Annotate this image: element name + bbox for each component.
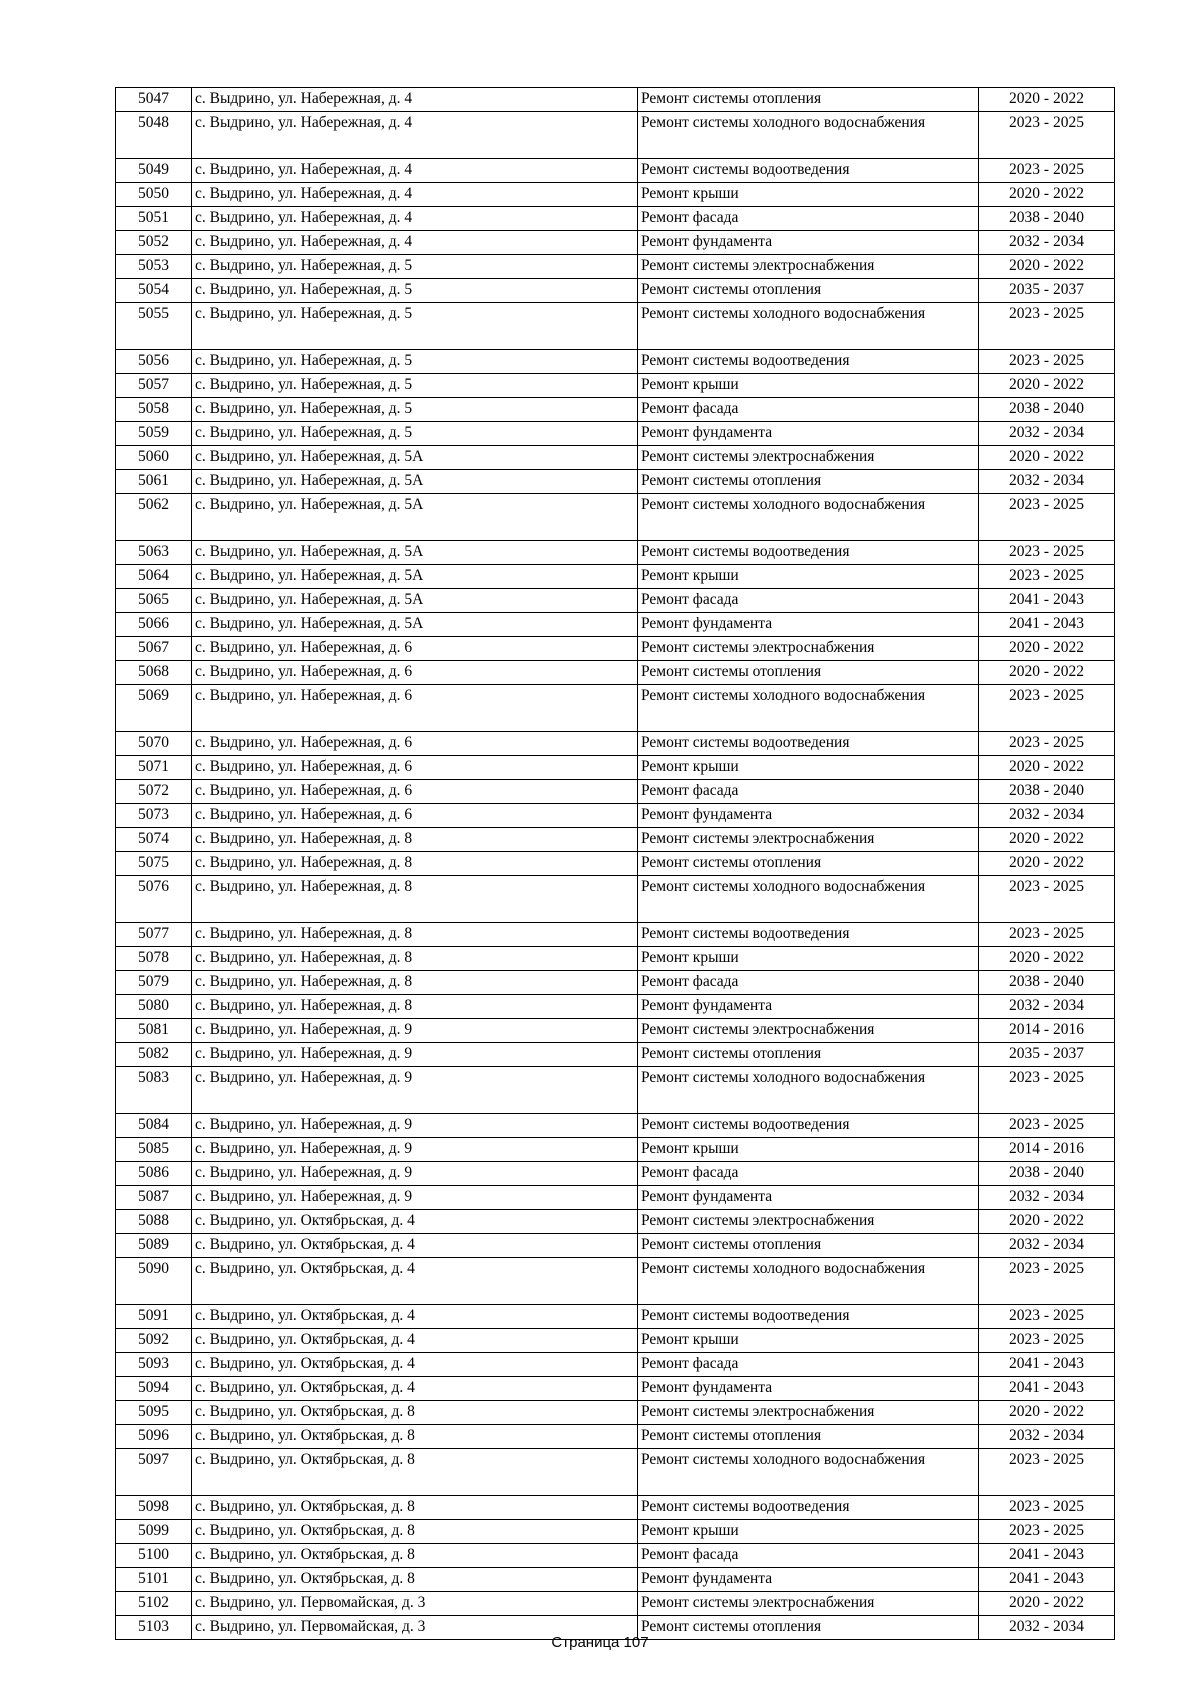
address-cell: с. Выдрино, ул. Набережная, д. 9 <box>192 1186 638 1210</box>
table-row <box>116 1520 1115 1544</box>
table-row <box>116 1401 1115 1425</box>
period-cell: 2023 - 2025 <box>979 1496 1115 1520</box>
page-number: Страница 107 <box>551 1634 649 1651</box>
address-cell: с. Выдрино, ул. Набережная, д. 6 <box>192 637 638 661</box>
work-type-cell: Ремонт системы водоотведения <box>638 732 979 756</box>
row-number-cell: 5088 <box>116 1210 192 1234</box>
row-number-cell: 5054 <box>116 279 192 303</box>
address-cell: с. Выдрино, ул. Октябрьская, д. 8 <box>192 1568 638 1592</box>
address-cell: с. Выдрино, ул. Набережная, д. 4 <box>192 159 638 183</box>
repair-schedule-table <box>115 87 1115 1640</box>
row-number-cell: 5094 <box>116 1377 192 1401</box>
period-cell: 2020 - 2022 <box>979 374 1115 398</box>
row-number-cell: 5067 <box>116 637 192 661</box>
row-number-cell: 5092 <box>116 1329 192 1353</box>
row-number-cell: 5077 <box>116 923 192 947</box>
table-row <box>116 374 1115 398</box>
row-number-cell: 5048 <box>116 112 192 159</box>
work-type-cell: Ремонт системы холодного водоснабжения <box>638 1449 979 1496</box>
row-number-cell: 5065 <box>116 589 192 613</box>
table-row <box>116 422 1115 446</box>
work-type-cell: Ремонт системы электроснабжения <box>638 1019 979 1043</box>
address-cell: с. Выдрино, ул. Октябрьская, д. 4 <box>192 1234 638 1258</box>
row-number-cell: 5061 <box>116 470 192 494</box>
work-type-cell: Ремонт системы электроснабжения <box>638 255 979 279</box>
period-cell: 2041 - 2043 <box>979 1353 1115 1377</box>
table-row <box>116 1329 1115 1353</box>
period-cell: 2020 - 2022 <box>979 1210 1115 1234</box>
work-type-cell: Ремонт системы отопления <box>638 88 979 112</box>
work-type-cell: Ремонт системы водоотведения <box>638 1114 979 1138</box>
table-row <box>116 589 1115 613</box>
table-row <box>116 1305 1115 1329</box>
work-type-cell: Ремонт системы электроснабжения <box>638 828 979 852</box>
period-cell: 2023 - 2025 <box>979 876 1115 923</box>
address-cell: с. Выдрино, ул. Набережная, д. 5 <box>192 255 638 279</box>
work-type-cell: Ремонт системы водоотведения <box>638 923 979 947</box>
row-number-cell: 5086 <box>116 1162 192 1186</box>
period-cell: 2032 - 2034 <box>979 804 1115 828</box>
work-type-cell: Ремонт фундамента <box>638 804 979 828</box>
work-type-cell: Ремонт системы электроснабжения <box>638 1401 979 1425</box>
period-cell: 2023 - 2025 <box>979 112 1115 159</box>
work-type-cell: Ремонт системы холодного водоснабжения <box>638 112 979 159</box>
work-type-cell: Ремонт фундамента <box>638 1377 979 1401</box>
row-number-cell: 5058 <box>116 398 192 422</box>
row-number-cell: 5078 <box>116 947 192 971</box>
table-row <box>116 446 1115 470</box>
period-cell: 2020 - 2022 <box>979 88 1115 112</box>
address-cell: с. Выдрино, ул. Набережная, д. 6 <box>192 804 638 828</box>
period-cell: 2038 - 2040 <box>979 207 1115 231</box>
table-row <box>116 613 1115 637</box>
work-type-cell: Ремонт крыши <box>638 565 979 589</box>
row-number-cell: 5081 <box>116 1019 192 1043</box>
work-type-cell: Ремонт системы отопления <box>638 1425 979 1449</box>
address-cell: с. Выдрино, ул. Набережная, д. 4 <box>192 231 638 255</box>
period-cell: 2014 - 2016 <box>979 1019 1115 1043</box>
table-row <box>116 1353 1115 1377</box>
row-number-cell: 5093 <box>116 1353 192 1377</box>
table-row <box>116 1210 1115 1234</box>
address-cell: с. Выдрино, ул. Октябрьская, д. 8 <box>192 1520 638 1544</box>
work-type-cell: Ремонт системы отопления <box>638 852 979 876</box>
period-cell: 2023 - 2025 <box>979 1520 1115 1544</box>
period-cell: 2023 - 2025 <box>979 1329 1115 1353</box>
period-cell: 2038 - 2040 <box>979 398 1115 422</box>
address-cell: с. Выдрино, ул. Набережная, д. 5А <box>192 470 638 494</box>
row-number-cell: 5069 <box>116 685 192 732</box>
table-row <box>116 541 1115 565</box>
table-row <box>116 470 1115 494</box>
row-number-cell: 5055 <box>116 303 192 350</box>
row-number-cell: 5075 <box>116 852 192 876</box>
period-cell: 2020 - 2022 <box>979 446 1115 470</box>
address-cell: с. Выдрино, ул. Набережная, д. 8 <box>192 995 638 1019</box>
table-row <box>116 756 1115 780</box>
work-type-cell: Ремонт системы холодного водоснабжения <box>638 494 979 541</box>
table-row <box>116 1067 1115 1114</box>
period-cell: 2032 - 2034 <box>979 422 1115 446</box>
row-number-cell: 5096 <box>116 1425 192 1449</box>
address-cell: с. Выдрино, ул. Октябрьская, д. 4 <box>192 1210 638 1234</box>
table-row <box>116 732 1115 756</box>
work-type-cell: Ремонт крыши <box>638 183 979 207</box>
table-row <box>116 685 1115 732</box>
period-cell: 2023 - 2025 <box>979 685 1115 732</box>
period-cell: 2032 - 2034 <box>979 1616 1115 1640</box>
work-type-cell: Ремонт фасада <box>638 1353 979 1377</box>
row-number-cell: 5099 <box>116 1520 192 1544</box>
work-type-cell: Ремонт системы отопления <box>638 1234 979 1258</box>
address-cell: с. Выдрино, ул. Набережная, д. 6 <box>192 756 638 780</box>
address-cell: с. Выдрино, ул. Набережная, д. 5 <box>192 374 638 398</box>
work-type-cell: Ремонт системы электроснабжения <box>638 1210 979 1234</box>
address-cell: с. Выдрино, ул. Октябрьская, д. 8 <box>192 1496 638 1520</box>
work-type-cell: Ремонт фундамента <box>638 1186 979 1210</box>
table-row <box>116 350 1115 374</box>
row-number-cell: 5080 <box>116 995 192 1019</box>
address-cell: с. Выдрино, ул. Набережная, д. 5 <box>192 303 638 350</box>
period-cell: 2023 - 2025 <box>979 732 1115 756</box>
table-row <box>116 828 1115 852</box>
period-cell: 2023 - 2025 <box>979 159 1115 183</box>
address-cell: с. Выдрино, ул. Набережная, д. 5 <box>192 350 638 374</box>
address-cell: с. Выдрино, ул. Октябрьская, д. 4 <box>192 1258 638 1305</box>
address-cell: с. Выдрино, ул. Набережная, д. 9 <box>192 1162 638 1186</box>
table-row <box>116 637 1115 661</box>
table-row <box>116 231 1115 255</box>
table-row <box>116 255 1115 279</box>
row-number-cell: 5073 <box>116 804 192 828</box>
work-type-cell: Ремонт крыши <box>638 756 979 780</box>
period-cell: 2020 - 2022 <box>979 1401 1115 1425</box>
address-cell: с. Выдрино, ул. Набережная, д. 5 <box>192 398 638 422</box>
address-cell: с. Выдрино, ул. Набережная, д. 6 <box>192 685 638 732</box>
work-type-cell: Ремонт системы холодного водоснабжения <box>638 685 979 732</box>
table-row <box>116 780 1115 804</box>
work-type-cell: Ремонт фасада <box>638 971 979 995</box>
table-row <box>116 947 1115 971</box>
address-cell: с. Выдрино, ул. Набережная, д. 5А <box>192 565 638 589</box>
row-number-cell: 5051 <box>116 207 192 231</box>
work-type-cell: Ремонт фасада <box>638 207 979 231</box>
work-type-cell: Ремонт фундамента <box>638 613 979 637</box>
period-cell: 2020 - 2022 <box>979 661 1115 685</box>
row-number-cell: 5101 <box>116 1568 192 1592</box>
address-cell: с. Выдрино, ул. Набережная, д. 4 <box>192 183 638 207</box>
period-cell: 2023 - 2025 <box>979 350 1115 374</box>
address-cell: с. Выдрино, ул. Набережная, д. 9 <box>192 1114 638 1138</box>
row-number-cell: 5102 <box>116 1592 192 1616</box>
period-cell: 2023 - 2025 <box>979 303 1115 350</box>
work-type-cell: Ремонт фасада <box>638 589 979 613</box>
period-cell: 2023 - 2025 <box>979 1067 1115 1114</box>
address-cell: с. Выдрино, ул. Набережная, д. 5 <box>192 279 638 303</box>
address-cell: с. Выдрино, ул. Набережная, д. 8 <box>192 971 638 995</box>
row-number-cell: 5059 <box>116 422 192 446</box>
period-cell: 2038 - 2040 <box>979 780 1115 804</box>
table-row <box>116 1019 1115 1043</box>
work-type-cell: Ремонт системы водоотведения <box>638 1496 979 1520</box>
row-number-cell: 5070 <box>116 732 192 756</box>
row-number-cell: 5082 <box>116 1043 192 1067</box>
address-cell: с. Выдрино, ул. Набережная, д. 6 <box>192 780 638 804</box>
address-cell: с. Выдрино, ул. Октябрьская, д. 8 <box>192 1449 638 1496</box>
work-type-cell: Ремонт системы холодного водоснабжения <box>638 303 979 350</box>
address-cell: с. Выдрино, ул. Октябрьская, д. 8 <box>192 1425 638 1449</box>
row-number-cell: 5076 <box>116 876 192 923</box>
work-type-cell: Ремонт системы холодного водоснабжения <box>638 876 979 923</box>
period-cell: 2023 - 2025 <box>979 923 1115 947</box>
table-row <box>116 159 1115 183</box>
table-row <box>116 876 1115 923</box>
work-type-cell: Ремонт фундамента <box>638 422 979 446</box>
work-type-cell: Ремонт фундамента <box>638 995 979 1019</box>
table-row <box>116 1568 1115 1592</box>
table-row <box>116 995 1115 1019</box>
work-type-cell: Ремонт системы водоотведения <box>638 1305 979 1329</box>
table-row <box>116 1162 1115 1186</box>
address-cell: с. Выдрино, ул. Набережная, д. 6 <box>192 732 638 756</box>
table-row <box>116 1138 1115 1162</box>
table-row <box>116 303 1115 350</box>
period-cell: 2020 - 2022 <box>979 947 1115 971</box>
period-cell: 2041 - 2043 <box>979 1377 1115 1401</box>
period-cell: 2038 - 2040 <box>979 971 1115 995</box>
address-cell: с. Выдрино, ул. Набережная, д. 8 <box>192 852 638 876</box>
period-cell: 2032 - 2034 <box>979 231 1115 255</box>
work-type-cell: Ремонт системы электроснабжения <box>638 1592 979 1616</box>
table-row <box>116 88 1115 112</box>
address-cell: с. Выдрино, ул. Набережная, д. 9 <box>192 1043 638 1067</box>
work-type-cell: Ремонт системы водоотведения <box>638 350 979 374</box>
row-number-cell: 5095 <box>116 1401 192 1425</box>
address-cell: с. Выдрино, ул. Октябрьская, д. 8 <box>192 1544 638 1568</box>
table-row <box>116 923 1115 947</box>
period-cell: 2023 - 2025 <box>979 541 1115 565</box>
period-cell: 2035 - 2037 <box>979 279 1115 303</box>
table-body <box>116 88 1115 1640</box>
period-cell: 2032 - 2034 <box>979 1186 1115 1210</box>
period-cell: 2020 - 2022 <box>979 1592 1115 1616</box>
address-cell: с. Выдрино, ул. Октябрьская, д. 4 <box>192 1329 638 1353</box>
period-cell: 2038 - 2040 <box>979 1162 1115 1186</box>
table-row <box>116 398 1115 422</box>
period-cell: 2041 - 2043 <box>979 1568 1115 1592</box>
work-type-cell: Ремонт системы холодного водоснабжения <box>638 1067 979 1114</box>
address-cell: с. Выдрино, ул. Набережная, д. 8 <box>192 923 638 947</box>
work-type-cell: Ремонт системы водоотведения <box>638 541 979 565</box>
period-cell: 2041 - 2043 <box>979 1544 1115 1568</box>
period-cell: 2023 - 2025 <box>979 565 1115 589</box>
table-row <box>116 1114 1115 1138</box>
row-number-cell: 5083 <box>116 1067 192 1114</box>
address-cell: с. Выдрино, ул. Октябрьская, д. 4 <box>192 1377 638 1401</box>
table-row <box>116 852 1115 876</box>
address-cell: с. Выдрино, ул. Набережная, д. 5А <box>192 494 638 541</box>
table-row <box>116 1377 1115 1401</box>
table-row <box>116 1234 1115 1258</box>
work-type-cell: Ремонт системы электроснабжения <box>638 446 979 470</box>
row-number-cell: 5087 <box>116 1186 192 1210</box>
work-type-cell: Ремонт системы холодного водоснабжения <box>638 1258 979 1305</box>
period-cell: 2032 - 2034 <box>979 1234 1115 1258</box>
work-type-cell: Ремонт крыши <box>638 1520 979 1544</box>
address-cell: с. Выдрино, ул. Набережная, д. 8 <box>192 947 638 971</box>
table-row <box>116 112 1115 159</box>
period-cell: 2041 - 2043 <box>979 589 1115 613</box>
table-row <box>116 1425 1115 1449</box>
period-cell: 2023 - 2025 <box>979 1449 1115 1496</box>
period-cell: 2032 - 2034 <box>979 995 1115 1019</box>
work-type-cell: Ремонт фундамента <box>638 1568 979 1592</box>
row-number-cell: 5063 <box>116 541 192 565</box>
row-number-cell: 5062 <box>116 494 192 541</box>
row-number-cell: 5049 <box>116 159 192 183</box>
address-cell: с. Выдрино, ул. Набережная, д. 4 <box>192 88 638 112</box>
row-number-cell: 5064 <box>116 565 192 589</box>
row-number-cell: 5047 <box>116 88 192 112</box>
period-cell: 2035 - 2037 <box>979 1043 1115 1067</box>
work-type-cell: Ремонт системы отопления <box>638 470 979 494</box>
address-cell: с. Выдрино, ул. Набережная, д. 5А <box>192 589 638 613</box>
period-cell: 2014 - 2016 <box>979 1138 1115 1162</box>
row-number-cell: 5071 <box>116 756 192 780</box>
table-row <box>116 804 1115 828</box>
row-number-cell: 5053 <box>116 255 192 279</box>
row-number-cell: 5072 <box>116 780 192 804</box>
address-cell: с. Выдрино, ул. Набережная, д. 9 <box>192 1019 638 1043</box>
table-row <box>116 1258 1115 1305</box>
row-number-cell: 5090 <box>116 1258 192 1305</box>
address-cell: с. Выдрино, ул. Набережная, д. 5 <box>192 422 638 446</box>
work-type-cell: Ремонт системы водоотведения <box>638 159 979 183</box>
row-number-cell: 5057 <box>116 374 192 398</box>
row-number-cell: 5050 <box>116 183 192 207</box>
period-cell: 2032 - 2034 <box>979 470 1115 494</box>
work-type-cell: Ремонт фундамента <box>638 231 979 255</box>
work-type-cell: Ремонт системы отопления <box>638 661 979 685</box>
row-number-cell: 5052 <box>116 231 192 255</box>
address-cell: с. Выдрино, ул. Набережная, д. 5А <box>192 613 638 637</box>
row-number-cell: 5098 <box>116 1496 192 1520</box>
table-row <box>116 565 1115 589</box>
table-row <box>116 183 1115 207</box>
period-cell: 2023 - 2025 <box>979 1305 1115 1329</box>
row-number-cell: 5084 <box>116 1114 192 1138</box>
address-cell: с. Выдрино, ул. Набережная, д. 4 <box>192 207 638 231</box>
work-type-cell: Ремонт крыши <box>638 1329 979 1353</box>
row-number-cell: 5060 <box>116 446 192 470</box>
table-row <box>116 1449 1115 1496</box>
row-number-cell: 5097 <box>116 1449 192 1496</box>
address-cell: с. Выдрино, ул. Первомайская, д. 3 <box>192 1616 638 1640</box>
address-cell: с. Выдрино, ул. Набережная, д. 9 <box>192 1138 638 1162</box>
work-type-cell: Ремонт фасада <box>638 780 979 804</box>
work-type-cell: Ремонт системы электроснабжения <box>638 637 979 661</box>
work-type-cell: Ремонт крыши <box>638 1138 979 1162</box>
address-cell: с. Выдрино, ул. Октябрьская, д. 4 <box>192 1353 638 1377</box>
table-row <box>116 1043 1115 1067</box>
period-cell: 2020 - 2022 <box>979 852 1115 876</box>
address-cell: с. Выдрино, ул. Октябрьская, д. 8 <box>192 1401 638 1425</box>
table-row <box>116 1592 1115 1616</box>
address-cell: с. Выдрино, ул. Октябрьская, д. 4 <box>192 1305 638 1329</box>
table-row <box>116 279 1115 303</box>
row-number-cell: 5056 <box>116 350 192 374</box>
work-type-cell: Ремонт фасада <box>638 1162 979 1186</box>
row-number-cell: 5100 <box>116 1544 192 1568</box>
address-cell: с. Выдрино, ул. Набережная, д. 5А <box>192 446 638 470</box>
table-row <box>116 1496 1115 1520</box>
work-type-cell: Ремонт фасада <box>638 398 979 422</box>
row-number-cell: 5066 <box>116 613 192 637</box>
table-row <box>116 971 1115 995</box>
address-cell: с. Выдрино, ул. Набережная, д. 9 <box>192 1067 638 1114</box>
table-row <box>116 494 1115 541</box>
period-cell: 2020 - 2022 <box>979 637 1115 661</box>
row-number-cell: 5103 <box>116 1616 192 1640</box>
row-number-cell: 5074 <box>116 828 192 852</box>
address-cell: с. Выдрино, ул. Первомайская, д. 3 <box>192 1592 638 1616</box>
work-type-cell: Ремонт системы отопления <box>638 1043 979 1067</box>
period-cell: 2020 - 2022 <box>979 183 1115 207</box>
address-cell: с. Выдрино, ул. Набережная, д. 8 <box>192 876 638 923</box>
work-type-cell: Ремонт крыши <box>638 947 979 971</box>
work-type-cell: Ремонт системы отопления <box>638 279 979 303</box>
period-cell: 2023 - 2025 <box>979 1258 1115 1305</box>
row-number-cell: 5089 <box>116 1234 192 1258</box>
table-row <box>116 1186 1115 1210</box>
work-type-cell: Ремонт фасада <box>638 1544 979 1568</box>
table-row <box>116 661 1115 685</box>
period-cell: 2023 - 2025 <box>979 1114 1115 1138</box>
period-cell: 2041 - 2043 <box>979 613 1115 637</box>
address-cell: с. Выдрино, ул. Набережная, д. 8 <box>192 828 638 852</box>
period-cell: 2020 - 2022 <box>979 756 1115 780</box>
row-number-cell: 5079 <box>116 971 192 995</box>
work-type-cell: Ремонт крыши <box>638 374 979 398</box>
period-cell: 2020 - 2022 <box>979 255 1115 279</box>
address-cell: с. Выдрино, ул. Набережная, д. 6 <box>192 661 638 685</box>
period-cell: 2032 - 2034 <box>979 1425 1115 1449</box>
address-cell: с. Выдрино, ул. Набережная, д. 5А <box>192 541 638 565</box>
address-cell: с. Выдрино, ул. Набережная, д. 4 <box>192 112 638 159</box>
row-number-cell: 5085 <box>116 1138 192 1162</box>
row-number-cell: 5068 <box>116 661 192 685</box>
period-cell: 2023 - 2025 <box>979 494 1115 541</box>
work-type-cell: Ремонт системы отопления <box>638 1616 979 1640</box>
period-cell: 2020 - 2022 <box>979 828 1115 852</box>
row-number-cell: 5091 <box>116 1305 192 1329</box>
table-row <box>116 207 1115 231</box>
table-row <box>116 1544 1115 1568</box>
